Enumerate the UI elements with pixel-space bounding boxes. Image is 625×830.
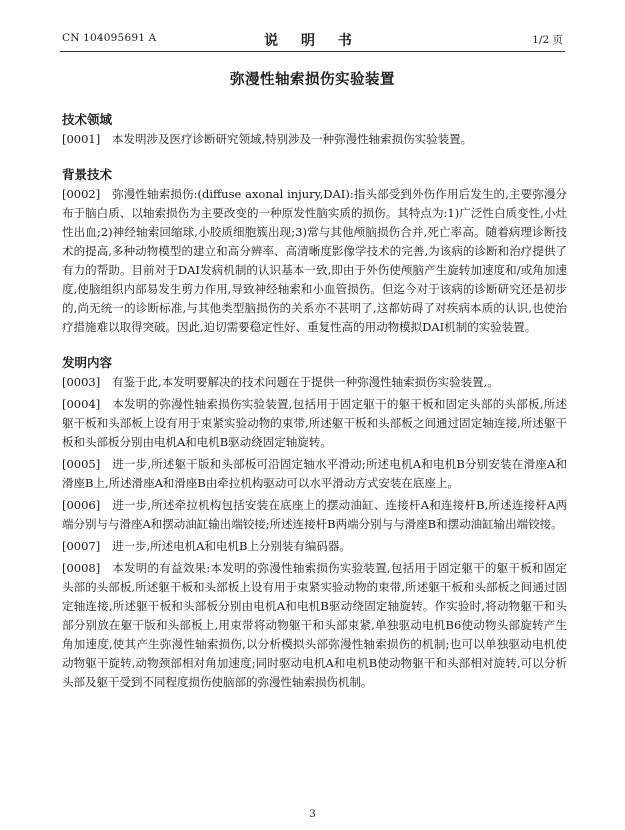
document-body <box>62 110 567 695</box>
paragraph-text: 本发明涉及医疗诊断研究领域,特别涉及一种弥漫性轴索损伤实验装置。 <box>112 132 473 146</box>
paragraph-number: [0007] <box>62 539 101 553</box>
document-title: 弥漫性轴索损伤实验装置 <box>230 71 395 88</box>
paragraph <box>62 185 567 337</box>
paragraph <box>62 455 567 493</box>
paragraph-text: 有鉴于此,本发明要解决的技术问题在于提供一种弥漫性轴索损伤实验装置,。 <box>112 375 499 389</box>
patent-number: CN 104095691 A <box>62 32 157 44</box>
page-number: 3 <box>309 808 316 820</box>
paragraph-number: [0003] <box>62 375 101 389</box>
paragraph <box>62 373 567 392</box>
header-divider <box>60 51 565 52</box>
paragraph-number: [0008] <box>62 561 101 575</box>
section-heading: 背景技术 <box>62 167 113 182</box>
section-heading: 发明内容 <box>62 355 113 370</box>
paragraph <box>62 496 567 534</box>
paragraph-text: 进一步,所述牵拉机构包括安装在底座上的摆动油缸、连接杆A和连接杆B,所述连接杆A两端分别与与滑座A和摆动油缸输出端铰接;所述连接杆B两端分别与与滑座B和摆动油缸输出端铰接。 <box>62 498 567 531</box>
paragraph-text: 进一步,所述躯干版和头部板可沿固定轴水平滑动;所述电机A和电机B分别安装在滑座A和滑座B上,所述滑座A和滑座B由牵拉机构驱动可以水平滑动方式安装在底座上。 <box>62 457 567 490</box>
section-heading: 技术领域 <box>62 112 113 127</box>
paragraph <box>62 559 567 692</box>
paragraph <box>62 537 567 556</box>
paragraph <box>62 395 567 452</box>
paragraph-text: 本发明的弥漫性轴索损伤实验装置,包括用于固定躯干的躯干板和固定头部的头部板,所述躯干板和头部板上设有用于束紧实验动物的束带,所述躯干板和头部板之间通过固定轴连接,所述躯干板和头部板分别由电机A和电机B驱动绕固定轴旋转。 <box>62 397 567 449</box>
document-type: 说 明 书 <box>264 33 361 49</box>
paragraph-text: 本发明的有益效果:本发明的弥漫性轴索损伤实验装置,包括用于固定躯干的躯干板和固定头部的头部板,所述躯干板和头部板上设有用于束紧实验动物的束带,所述躯干板和头部板之间通过固定轴连接,所述躯干板和头部板分别由电机A和电机B驱动绕固定轴旋转。作实验时,将动物躯干和头部分别放在躯干版和头部板上,用束带将动物躯干和头部束紧,单独驱动电机B6使动物头部旋转产生角加速度,使其产生弥漫性轴索损伤,以分析模拟头部弥漫性轴索损伤的机制;也可以单独驱动电机使动物躯干旋转,动物颈部相对角加速度;同时驱动电机A和电机B使动物躯干和头部相对旋转,可以分析头部及躯干受到不同程度损伤使脑部的弥漫性轴索损伤机制。 <box>62 561 567 689</box>
paragraph-number: [0005] <box>62 457 101 471</box>
paragraph <box>62 130 567 149</box>
page-header <box>62 30 563 50</box>
paragraph-number: [0002] <box>62 187 101 201</box>
paragraph-number: [0001] <box>62 132 101 146</box>
paragraph-number: [0006] <box>62 498 101 512</box>
paragraph-number: [0004] <box>62 397 101 411</box>
paragraph-text: 进一步,所述电机A和电机B上分别装有编码器。 <box>112 539 351 553</box>
paragraph-text: 弥漫性轴索损伤:(diffuse axonal injury,DAI):指头部受到外伤作用后发生的,主要弥漫分布于脑白质、以轴索损伤为主要改变的一种原发性脑实质的损伤。其特点为:1)广泛性白质变性,小灶性出血;2)神经轴索回缩球,小胶质细胞簇出现;3)常与其他颅脑损伤合并,死亡率高。随着病理诊断技术的提高,多种动物模型的建立和高分辨率、高清晰度影像学技术的完善,为该病的诊断和治疗提供了有力的帮助。目前对于DAI发病机制的认识基本一致,即由于外伤使颅脑产生旋转加速度和/或角加速度,使脑组织内部易发生剪力作用,导致神经轴索和小血管损伤。但迄今对于该病的诊断研究还是初步的,尚无统一的诊断标准,与其他类型脑损伤的关系亦不甚明了,这都妨碍了对疾病本质的认识,也使治疗措施难以取得突破。因此,迫切需要稳定性好、重复性高的用动物模拟DAI机制的实验装置。 <box>62 187 567 334</box>
page-label: 1/2 页 <box>532 34 563 46</box>
